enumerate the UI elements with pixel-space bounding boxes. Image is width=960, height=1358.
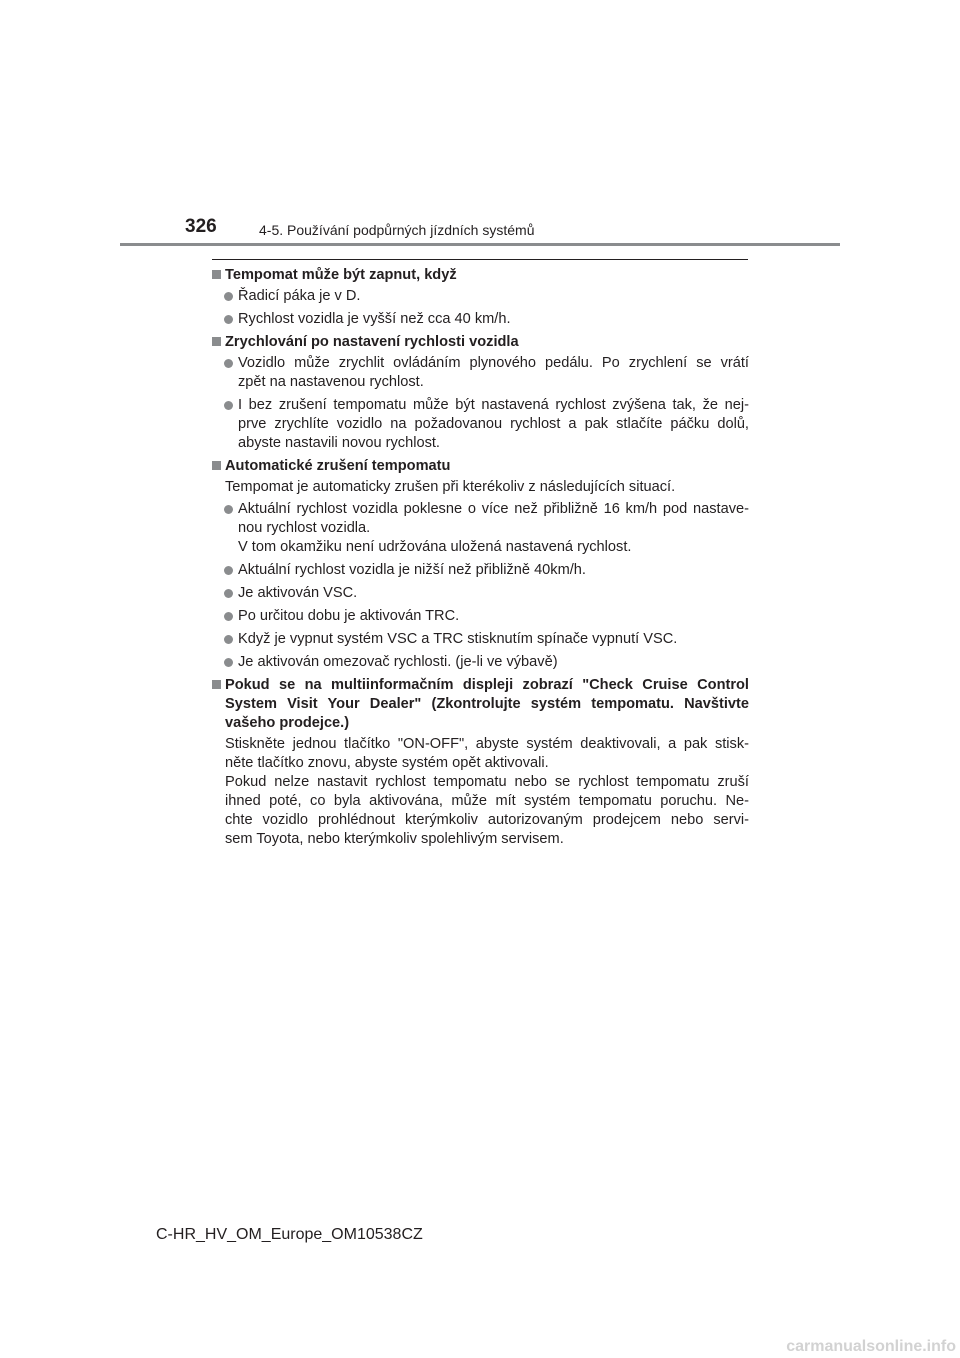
section-heading: Tempomat může být zapnut, když [212, 266, 749, 285]
list-item: Je aktivován VSC. [212, 584, 749, 603]
section-check-cruise-warning [212, 676, 749, 849]
circle-bullet-icon [224, 612, 233, 621]
list-item: Vozidlo může zrychlit ovládáním plynového pedálu. Po zrychlení se vrátí zpět na nastavenou rychlost. [212, 354, 749, 392]
circle-bullet-icon [224, 292, 233, 301]
header-rule [120, 243, 840, 246]
circle-bullet-icon [224, 635, 233, 644]
list-item: Když je vypnut systém VSC a TRC stisknutím spínače vypnutí VSC. [212, 630, 749, 649]
section-acceleration [212, 333, 749, 453]
list-item: Je aktivován omezovač rychlosti. (je-li ve výbavě) [212, 653, 749, 672]
page-number: 326 [185, 216, 217, 237]
section-cruise-activation [212, 266, 749, 329]
page-content [212, 266, 749, 853]
circle-bullet-icon [224, 566, 233, 575]
section-heading: Zrychlování po nastavení rychlosti vozidla [212, 333, 749, 352]
list-item: Řadicí páka je v D. [212, 287, 749, 306]
circle-bullet-icon [224, 589, 233, 598]
section-intro: Tempomat je automaticky zrušen při kterékoliv z následujících situací. [225, 479, 676, 495]
section-title: 4-5. Používání podpůrných jízdních systémů [259, 222, 535, 238]
circle-bullet-icon [224, 359, 233, 368]
list-item: I bez zrušení tempomatu může být nastavená rychlost zvýšena tak, že nej- prve zrychlíte vozidlo na požadovanou rychlost a pak stlačíte páčku dolů, abyste nastavili novou rychlost. [212, 396, 749, 453]
list-item: Po určitou dobu je aktivován TRC. [212, 607, 749, 626]
circle-bullet-icon [224, 315, 233, 324]
circle-bullet-icon [224, 658, 233, 667]
list-item: Rychlost vozidla je vyšší než cca 40 km/h. [212, 310, 749, 329]
section-heading: Automatické zrušení tempomatu [212, 457, 749, 476]
square-bullet-icon [212, 680, 221, 689]
section-heading: Pokud se na multiinformačním displeji zobrazí "Check Cruise Control System Visit Your Dealer" (Zkontrolujte systém tempomatu. Navštivte vašeho prodejce.) [212, 676, 749, 733]
section-auto-cancel [212, 457, 749, 672]
paragraph: Stiskněte jednou tlačítko "ON-OFF", abyste systém deaktivovali, a pak stisk- něte tlačítko znovu, abyste systém opět aktivovali. Pokud nelze nastavit rychlost tempomatu nebo se rychlost tempomatu zruší ihned poté, co byla aktivována, může mít systém tempomatu poruchu. Ne- chte vozidlo prohlédnout kterýmkoliv autorizovaným prodejcem nebo servi- sem Toyota, nebo kterýmkoliv spolehlivým servisem. [225, 736, 749, 847]
square-bullet-icon [212, 270, 221, 279]
watermark: carmanualsonline.info [786, 1338, 956, 1355]
square-bullet-icon [212, 461, 221, 470]
footer-document-code: C-HR_HV_OM_Europe_OM10538CZ [156, 1226, 423, 1243]
content-rule [212, 259, 748, 260]
list-item: Aktuální rychlost vozidla poklesne o více než přibližně 16 km/h pod nastave- nou rychlost vozidla. V tom okamžiku není udržována uložená nastavená rychlost. [212, 500, 749, 557]
circle-bullet-icon [224, 401, 233, 410]
list-item: Aktuální rychlost vozidla je nižší než přibližně 40km/h. [212, 561, 749, 580]
circle-bullet-icon [224, 505, 233, 514]
square-bullet-icon [212, 337, 221, 346]
